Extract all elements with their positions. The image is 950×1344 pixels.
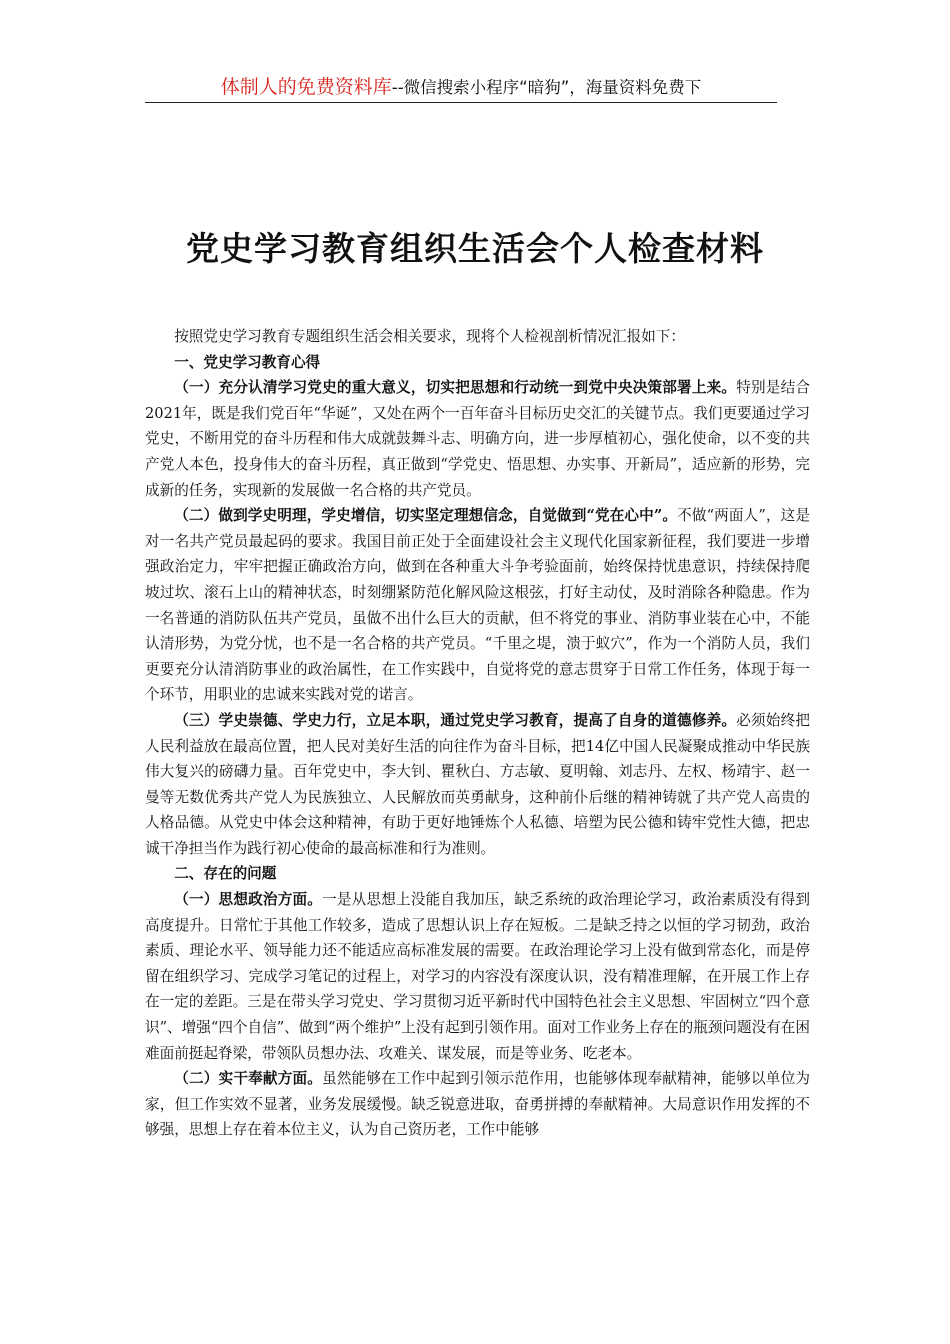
header-brand: 体制人的免费资料库 <box>220 76 392 98</box>
paragraph <box>145 708 810 862</box>
paragraph <box>145 503 810 708</box>
paragraph-body: 虽然能够在工作中起到引领示范作用，也能够体现奉献精神，能够以单位为家，但工作实效不显著，业务发展缓慢。缺乏锐意进取，奋勇拼搏的奉献精神。大局意识作用发挥的不够强，思想上存在着本位主义，认为自己资历老，工作中能够 <box>145 1070 810 1139</box>
section-heading-1: 一、党史学习教育心得 <box>174 353 321 371</box>
document-body <box>145 324 810 1143</box>
paragraph-lead: （一）思想政治方面。 <box>174 891 323 909</box>
paragraph <box>145 1066 810 1143</box>
paragraph-lead: （二）做到学史明理，学史增信，切实坚定理想信念，自觉做到“党在心中”。 <box>174 507 678 525</box>
document-title: 党史学习教育组织生活会个人检查材料 <box>186 229 764 268</box>
paragraph-body: 必须始终把人民利益放在最高位置，把人民对美好生活的向往作为奋斗目标，把14亿中国人民凝聚成推动中华民族伟大复兴的磅礴力量。百年党史中，李大钊、瞿秋白、方志敏、夏明翰、刘志丹、左权、杨靖宇、赵一曼等无数优秀共产党人为民族独立、人民解放而英勇献身，这种前仆后继的精神铸就了共产党人高贵的人格品德。从党史中体会这种精神，有助于更好地锤炼个人私德、培塑为民公德和铸牢党性大德，把忠诚干净担当作为践行初心使命的最高标准和行为准则。 <box>145 711 810 857</box>
header-slogan: --微信搜索小程序“暗狗”，海量资料免费下 <box>391 78 702 97</box>
paragraph <box>145 375 810 503</box>
paragraph <box>145 887 810 1066</box>
paragraph-lead: （二）实干奉献方面。 <box>174 1070 323 1088</box>
paragraph-lead: （三）学史崇德、学史力行，立足本职，通过党史学习教育，提高了自身的道德修养。 <box>174 711 737 729</box>
paragraph-lead: （一）充分认清学习党史的重大意义，切实把思想和行动统一到党中央决策部署上来。 <box>174 379 737 397</box>
paragraph-body: 不做“两面人”，这是对一名共产党员最起码的要求。我国目前正处于全面建设社会主义现代化国家新征程，我们要进一步增强政治定力，牢牢把握正确政治方向，做到在各种重大斗争考验面前，始终保持忧患意识，持续保持爬坡过坎、滚石上山的精神状态，时刻绷紧防范化解风险这根弦，打好主动仗，及时消除各种隐患。作为一名普通的消防队伍共产党员，虽做不出什么巨大的贡献，但不将党的事业、消防事业装在心中，不能认清形势，为党分忧，也不是一名合格的共产党员。“千里之堤，溃于蚁穴”，作为一个消防人员，我们更要充分认清消防事业的政治属性，在工作实践中，自觉将党的意志贯穿于日常工作任务，体现于每一个环节，用职业的忠诚来实践对党的诺言。 <box>145 507 810 704</box>
paragraph-body: 一是从思想上没能自我加压，缺乏系统的政治理论学习，政治素质没有得到高度提升。日常忙于其他工作较多，造成了思想认识上存在短板。二是缺乏持之以恒的学习韧劲，政治素质、理论水平、领导能力还不能适应高标准发展的需要。在政治理论学习上没有做到常态化，而是停留在组织学习、完成学习笔记的过程上，对学习的内容没有深度认识，没有精准理解，在开展工作上存在一定的差距。三是在带头学习党史、学习贯彻习近平新时代中国特色社会主义思想、牢固树立“四个意识”、增强“四个自信”、做到“两个维护”上没有起到引领作用。面对工作业务上存在的瓶颈问题没有在困难面前挺起脊梁，带领队员想办法、攻难关、谋发展，而是等业务、吃老本。 <box>145 891 810 1062</box>
page-header <box>145 72 777 103</box>
paragraph-body: 特别是结合2021年，既是我们党百年“华诞”，又处在两个一百年奋斗目标历史交汇的关键节点。我们更要通过学习党史，不断用党的奋斗历程和伟大成就鼓舞斗志、明确方向，进一步厚植初心，强化使命，以不变的共产党人本色，投身伟大的奋斗历程，真正做到“学党史、悟思想、办实事、开新局”，适应新的形势，完成新的任务，实现新的发展做一名合格的共产党员。 <box>145 379 811 499</box>
section-heading-2: 二、存在的问题 <box>174 865 277 883</box>
intro-paragraph: 按照党史学习教育专题组织生活会相关要求，现将个人检视剖析情况汇报如下： <box>174 328 685 345</box>
